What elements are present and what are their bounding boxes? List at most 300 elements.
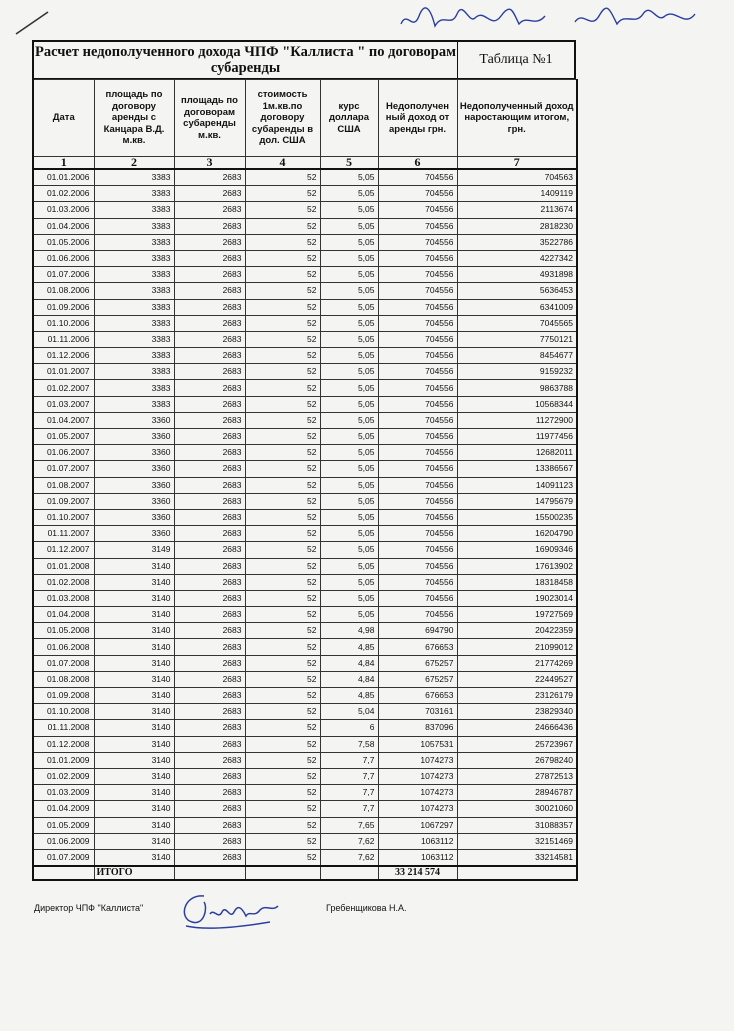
table-cell: 3383 (94, 218, 174, 234)
table-cell: 2683 (174, 412, 245, 428)
table-cell: 01.10.2008 (33, 704, 94, 720)
table-cell: 01.05.2007 (33, 429, 94, 445)
table-cell: 01.04.2006 (33, 218, 94, 234)
table-cell: 3383 (94, 348, 174, 364)
table-cell: 52 (245, 574, 320, 590)
table-cell: 7,7 (320, 785, 378, 801)
table-cell: 5,05 (320, 218, 378, 234)
table-cell: 3140 (94, 558, 174, 574)
table-cell: 7,62 (320, 833, 378, 849)
table-cell: 5,05 (320, 412, 378, 428)
table-cell: 3140 (94, 623, 174, 639)
table-cell: 52 (245, 542, 320, 558)
table-cell: 32151469 (457, 833, 577, 849)
table-cell: 20422359 (457, 623, 577, 639)
table-cell: 2683 (174, 299, 245, 315)
table-cell: 23126179 (457, 688, 577, 704)
table-cell: 704556 (378, 558, 457, 574)
table-cell: 5636453 (457, 283, 577, 299)
table-cell: 7,7 (320, 752, 378, 768)
table-cell: 2683 (174, 493, 245, 509)
table-cell: 694790 (378, 623, 457, 639)
table-cell: 10568344 (457, 396, 577, 412)
table-cell: 3383 (94, 380, 174, 396)
column-number: 1 (33, 157, 94, 170)
table-cell: 52 (245, 234, 320, 250)
table-cell: 14091123 (457, 477, 577, 493)
table-cell: 4,84 (320, 671, 378, 687)
table-cell: 5,05 (320, 283, 378, 299)
table-cell: 52 (245, 429, 320, 445)
table-cell: 1074273 (378, 768, 457, 784)
table-cell: 4,98 (320, 623, 378, 639)
table-cell: 5,05 (320, 331, 378, 347)
table-cell: 01.07.2006 (33, 267, 94, 283)
table-cell: 52 (245, 218, 320, 234)
table-cell: 704556 (378, 315, 457, 331)
table-cell: 52 (245, 639, 320, 655)
table-cell: 01.12.2007 (33, 542, 94, 558)
table-cell: 3140 (94, 768, 174, 784)
table-cell: 3140 (94, 817, 174, 833)
table-cell: 01.06.2007 (33, 445, 94, 461)
table-cell: 2683 (174, 785, 245, 801)
table-cell: 01.05.2009 (33, 817, 94, 833)
table-cell: 704556 (378, 202, 457, 218)
table-cell: 8454677 (457, 348, 577, 364)
table-cell: 704556 (378, 364, 457, 380)
table-cell: 52 (245, 671, 320, 687)
table-cell: 2683 (174, 542, 245, 558)
table-cell: 5,05 (320, 267, 378, 283)
handwritten-annotation (395, 2, 705, 36)
table-cell: 2683 (174, 590, 245, 606)
table-cell: 52 (245, 785, 320, 801)
table-cell: 704556 (378, 267, 457, 283)
table-cell: 3140 (94, 704, 174, 720)
column-header: Недополученный доход наростающим итогом, грн. (457, 80, 577, 157)
table-cell: 5,05 (320, 477, 378, 493)
table-row (33, 558, 577, 574)
table-cell: 52 (245, 477, 320, 493)
table-cell: 2683 (174, 267, 245, 283)
table-cell: 01.11.2008 (33, 720, 94, 736)
table-number: Таблица №1 (479, 52, 553, 67)
table-cell: 17613902 (457, 558, 577, 574)
table-cell: 5,05 (320, 526, 378, 542)
table-cell: 704556 (378, 461, 457, 477)
table-cell: 27872513 (457, 768, 577, 784)
table-cell: 01.04.2008 (33, 607, 94, 623)
table-row (33, 623, 577, 639)
table-cell: 01.09.2006 (33, 299, 94, 315)
table-cell: 4,85 (320, 639, 378, 655)
column-header: площадь по договору аренды с Канцара В.Д. м.кв. (94, 80, 174, 157)
table-title-row (32, 40, 576, 79)
table-cell: 6341009 (457, 299, 577, 315)
table-cell: 01.02.2006 (33, 186, 94, 202)
table-cell: 9863788 (457, 380, 577, 396)
table-cell: 2683 (174, 364, 245, 380)
column-number: 5 (320, 157, 378, 170)
table-cell: 704556 (378, 493, 457, 509)
table-cell: 19023014 (457, 590, 577, 606)
table-cell: 704556 (378, 607, 457, 623)
table-cell: 01.04.2009 (33, 801, 94, 817)
table-row (33, 526, 577, 542)
table-cell: 704556 (378, 380, 457, 396)
table-row (33, 202, 577, 218)
table-cell: 01.08.2006 (33, 283, 94, 299)
column-header: площадь по договорам субаренды м.кв. (174, 80, 245, 157)
table-cell: 2683 (174, 817, 245, 833)
table-row (33, 849, 577, 866)
column-header: курс доллара США (320, 80, 378, 157)
table-row (33, 607, 577, 623)
table-cell: 1074273 (378, 785, 457, 801)
table-cell: 3383 (94, 315, 174, 331)
table-cell: 01.08.2008 (33, 671, 94, 687)
table-cell: 52 (245, 169, 320, 186)
table-cell: 16909346 (457, 542, 577, 558)
table-row (33, 736, 577, 752)
table-cell: 704556 (378, 218, 457, 234)
table-cell: 25723967 (457, 736, 577, 752)
table-cell: 3383 (94, 364, 174, 380)
table-row (33, 234, 577, 250)
table-cell: 5,05 (320, 186, 378, 202)
table-cell: 01.11.2006 (33, 331, 94, 347)
table-cell: 704556 (378, 186, 457, 202)
table-cell: 704556 (378, 429, 457, 445)
table-cell: 52 (245, 655, 320, 671)
table-cell: 52 (245, 315, 320, 331)
table-cell: 2683 (174, 202, 245, 218)
table-cell: 7750121 (457, 331, 577, 347)
table-cell: 5,04 (320, 704, 378, 720)
table-cell: 704556 (378, 590, 457, 606)
table-cell: 21774269 (457, 655, 577, 671)
table-cell: 2683 (174, 169, 245, 186)
table-cell: 2683 (174, 461, 245, 477)
table-cell: 2113674 (457, 202, 577, 218)
table-cell: 2683 (174, 768, 245, 784)
table-cell: 2683 (174, 849, 245, 866)
table-cell: 15500235 (457, 509, 577, 525)
table-cell: 01.05.2006 (33, 234, 94, 250)
table-cell: 52 (245, 331, 320, 347)
table-row (33, 752, 577, 768)
table-cell: 24666436 (457, 720, 577, 736)
table-cell: 3383 (94, 169, 174, 186)
table-cell: 704556 (378, 574, 457, 590)
column-header: Недополучен ный доход от аренды грн. (378, 80, 457, 157)
table-row (33, 250, 577, 266)
table-row (33, 704, 577, 720)
table-cell: 2683 (174, 623, 245, 639)
table-cell: 5,05 (320, 299, 378, 315)
table-cell: 26798240 (457, 752, 577, 768)
table-cell: 5,05 (320, 396, 378, 412)
table-cell: 3383 (94, 267, 174, 283)
table-row (33, 509, 577, 525)
table-cell: 1067297 (378, 817, 457, 833)
table-cell: 7,7 (320, 768, 378, 784)
table-cell: 01.02.2007 (33, 380, 94, 396)
table-row (33, 801, 577, 817)
table-cell: 52 (245, 461, 320, 477)
table-row (33, 267, 577, 283)
table-cell: 704556 (378, 283, 457, 299)
table-cell: 5,05 (320, 429, 378, 445)
table-cell: 01.03.2007 (33, 396, 94, 412)
table-cell: 52 (245, 607, 320, 623)
table-cell: 2683 (174, 509, 245, 525)
table-cell: 01.02.2009 (33, 768, 94, 784)
table-cell: 3140 (94, 785, 174, 801)
table-cell: 21099012 (457, 639, 577, 655)
table-cell: 2683 (174, 704, 245, 720)
table-cell: 3140 (94, 590, 174, 606)
table-cell: 52 (245, 752, 320, 768)
table-cell: 3522786 (457, 234, 577, 250)
table-cell: 837096 (378, 720, 457, 736)
total-spacer (245, 866, 320, 880)
table-cell: 52 (245, 202, 320, 218)
table-row (33, 574, 577, 590)
total-label: ИТОГО (94, 866, 174, 880)
table-cell: 7,7 (320, 801, 378, 817)
table-row (33, 590, 577, 606)
table-cell: 52 (245, 396, 320, 412)
table-cell: 2683 (174, 445, 245, 461)
table-cell: 3140 (94, 801, 174, 817)
column-headers (33, 80, 577, 157)
table-cell: 3140 (94, 639, 174, 655)
table-cell: 52 (245, 817, 320, 833)
table-cell: 3360 (94, 493, 174, 509)
table-cell: 2683 (174, 574, 245, 590)
table-cell: 3140 (94, 752, 174, 768)
column-number: 4 (245, 157, 320, 170)
table-cell: 01.03.2006 (33, 202, 94, 218)
table-row (33, 720, 577, 736)
table-row (33, 461, 577, 477)
table-cell: 3140 (94, 574, 174, 590)
table-cell: 2683 (174, 477, 245, 493)
table-cell: 52 (245, 412, 320, 428)
table-cell: 3140 (94, 849, 174, 866)
table-title: Расчет недополученного дохода ЧПФ "Каллиста " по договорам субаренды (35, 44, 456, 76)
signature-footer (34, 898, 634, 948)
table-cell: 12682011 (457, 445, 577, 461)
table-cell: 11272900 (457, 412, 577, 428)
table-cell: 01.07.2007 (33, 461, 94, 477)
table-cell: 52 (245, 768, 320, 784)
table-cell: 52 (245, 348, 320, 364)
table-cell: 2683 (174, 396, 245, 412)
table-cell: 5,05 (320, 493, 378, 509)
table-cell: 3383 (94, 283, 174, 299)
table-cell: 704556 (378, 542, 457, 558)
table-cell: 23829340 (457, 704, 577, 720)
table-body (33, 169, 577, 866)
table-cell: 01.07.2008 (33, 655, 94, 671)
total-spacer (33, 866, 94, 880)
table-cell: 22449527 (457, 671, 577, 687)
table-row (33, 186, 577, 202)
total-spacer (320, 866, 378, 880)
table-cell: 5,05 (320, 607, 378, 623)
table-cell: 1409119 (457, 186, 577, 202)
table-cell: 3360 (94, 526, 174, 542)
table-cell: 52 (245, 364, 320, 380)
income-calculation-table (32, 40, 576, 881)
table-cell: 704556 (378, 445, 457, 461)
table-cell: 3140 (94, 655, 174, 671)
total-spacer (174, 866, 245, 880)
table-cell: 2683 (174, 283, 245, 299)
table-cell: 704556 (378, 331, 457, 347)
table-cell: 5,05 (320, 348, 378, 364)
table-cell: 52 (245, 380, 320, 396)
table-cell: 704556 (378, 169, 457, 186)
table-cell: 3360 (94, 445, 174, 461)
table-cell: 1057531 (378, 736, 457, 752)
table-cell: 3360 (94, 461, 174, 477)
table-cell: 3360 (94, 429, 174, 445)
column-numbers (33, 157, 577, 170)
table-cell: 5,05 (320, 380, 378, 396)
table-cell: 52 (245, 833, 320, 849)
table-row (33, 768, 577, 784)
table-cell: 3140 (94, 671, 174, 687)
table-cell: 2683 (174, 558, 245, 574)
table-cell: 52 (245, 493, 320, 509)
table-cell: 31088357 (457, 817, 577, 833)
table-cell: 4,85 (320, 688, 378, 704)
table-cell: 5,05 (320, 558, 378, 574)
table-cell: 2683 (174, 801, 245, 817)
table-cell: 703161 (378, 704, 457, 720)
column-number: 7 (457, 157, 577, 170)
table-cell: 1074273 (378, 801, 457, 817)
table-cell: 2683 (174, 639, 245, 655)
table-cell: 52 (245, 623, 320, 639)
table-cell: 52 (245, 250, 320, 266)
table-cell: 01.01.2009 (33, 752, 94, 768)
table-cell: 3140 (94, 607, 174, 623)
table-cell: 676653 (378, 639, 457, 655)
column-number: 6 (378, 157, 457, 170)
table-cell: 704556 (378, 396, 457, 412)
table-cell: 52 (245, 283, 320, 299)
table-cell: 11977456 (457, 429, 577, 445)
table-cell: 2683 (174, 315, 245, 331)
table-cell: 5,05 (320, 250, 378, 266)
table-cell: 3383 (94, 250, 174, 266)
table-cell: 52 (245, 688, 320, 704)
total-value: 33 214 574 (378, 866, 457, 880)
table-cell: 2683 (174, 607, 245, 623)
director-title: Директор ЧПФ "Каллиста" (34, 903, 144, 913)
table-cell: 52 (245, 704, 320, 720)
table-cell: 52 (245, 267, 320, 283)
table-cell: 01.03.2009 (33, 785, 94, 801)
total-spacer (457, 866, 577, 880)
table-cell: 01.11.2007 (33, 526, 94, 542)
table-cell: 2683 (174, 736, 245, 752)
column-header: стоимость 1м.кв.по договору субаренды в дол. США (245, 80, 320, 157)
table-cell: 3140 (94, 833, 174, 849)
table-cell: 52 (245, 720, 320, 736)
table-cell: 2683 (174, 720, 245, 736)
table-cell: 01.06.2006 (33, 250, 94, 266)
column-header: Дата (33, 80, 94, 157)
table-cell: 675257 (378, 671, 457, 687)
table-row (33, 639, 577, 655)
table-row (33, 477, 577, 493)
table-cell: 7,58 (320, 736, 378, 752)
table-cell: 3140 (94, 736, 174, 752)
table-cell: 01.12.2006 (33, 348, 94, 364)
table-cell: 675257 (378, 655, 457, 671)
table-cell: 52 (245, 299, 320, 315)
table-cell: 01.02.2008 (33, 574, 94, 590)
table-cell: 3360 (94, 509, 174, 525)
table-row (33, 218, 577, 234)
table-row (33, 542, 577, 558)
table-cell: 2683 (174, 655, 245, 671)
table-cell: 01.07.2009 (33, 849, 94, 866)
table-cell: 2683 (174, 331, 245, 347)
table-cell: 1063112 (378, 849, 457, 866)
handwritten-signature (174, 888, 284, 934)
table-row (33, 655, 577, 671)
table-row (33, 331, 577, 347)
table-cell: 13386567 (457, 461, 577, 477)
table-cell: 7,62 (320, 849, 378, 866)
table-cell: 5,05 (320, 169, 378, 186)
table-cell: 3149 (94, 542, 174, 558)
table-cell: 676653 (378, 688, 457, 704)
table-cell: 3383 (94, 202, 174, 218)
table-cell: 3383 (94, 234, 174, 250)
table-cell: 52 (245, 801, 320, 817)
table-row (33, 299, 577, 315)
table-cell: 5,05 (320, 509, 378, 525)
table-cell: 2683 (174, 429, 245, 445)
total-row (33, 866, 577, 880)
table-cell: 18318458 (457, 574, 577, 590)
table-cell: 01.08.2007 (33, 477, 94, 493)
table-cell: 7045565 (457, 315, 577, 331)
table-cell: 52 (245, 445, 320, 461)
table-row (33, 493, 577, 509)
table-cell: 2683 (174, 234, 245, 250)
table-cell: 01.06.2009 (33, 833, 94, 849)
table-cell: 704556 (378, 299, 457, 315)
table-cell: 5,05 (320, 590, 378, 606)
table-cell: 3383 (94, 299, 174, 315)
table-cell: 28946787 (457, 785, 577, 801)
table-cell: 704556 (378, 412, 457, 428)
table-cell: 3140 (94, 688, 174, 704)
table-cell: 16204790 (457, 526, 577, 542)
table-cell: 01.09.2008 (33, 688, 94, 704)
column-number: 3 (174, 157, 245, 170)
table-cell: 4227342 (457, 250, 577, 266)
